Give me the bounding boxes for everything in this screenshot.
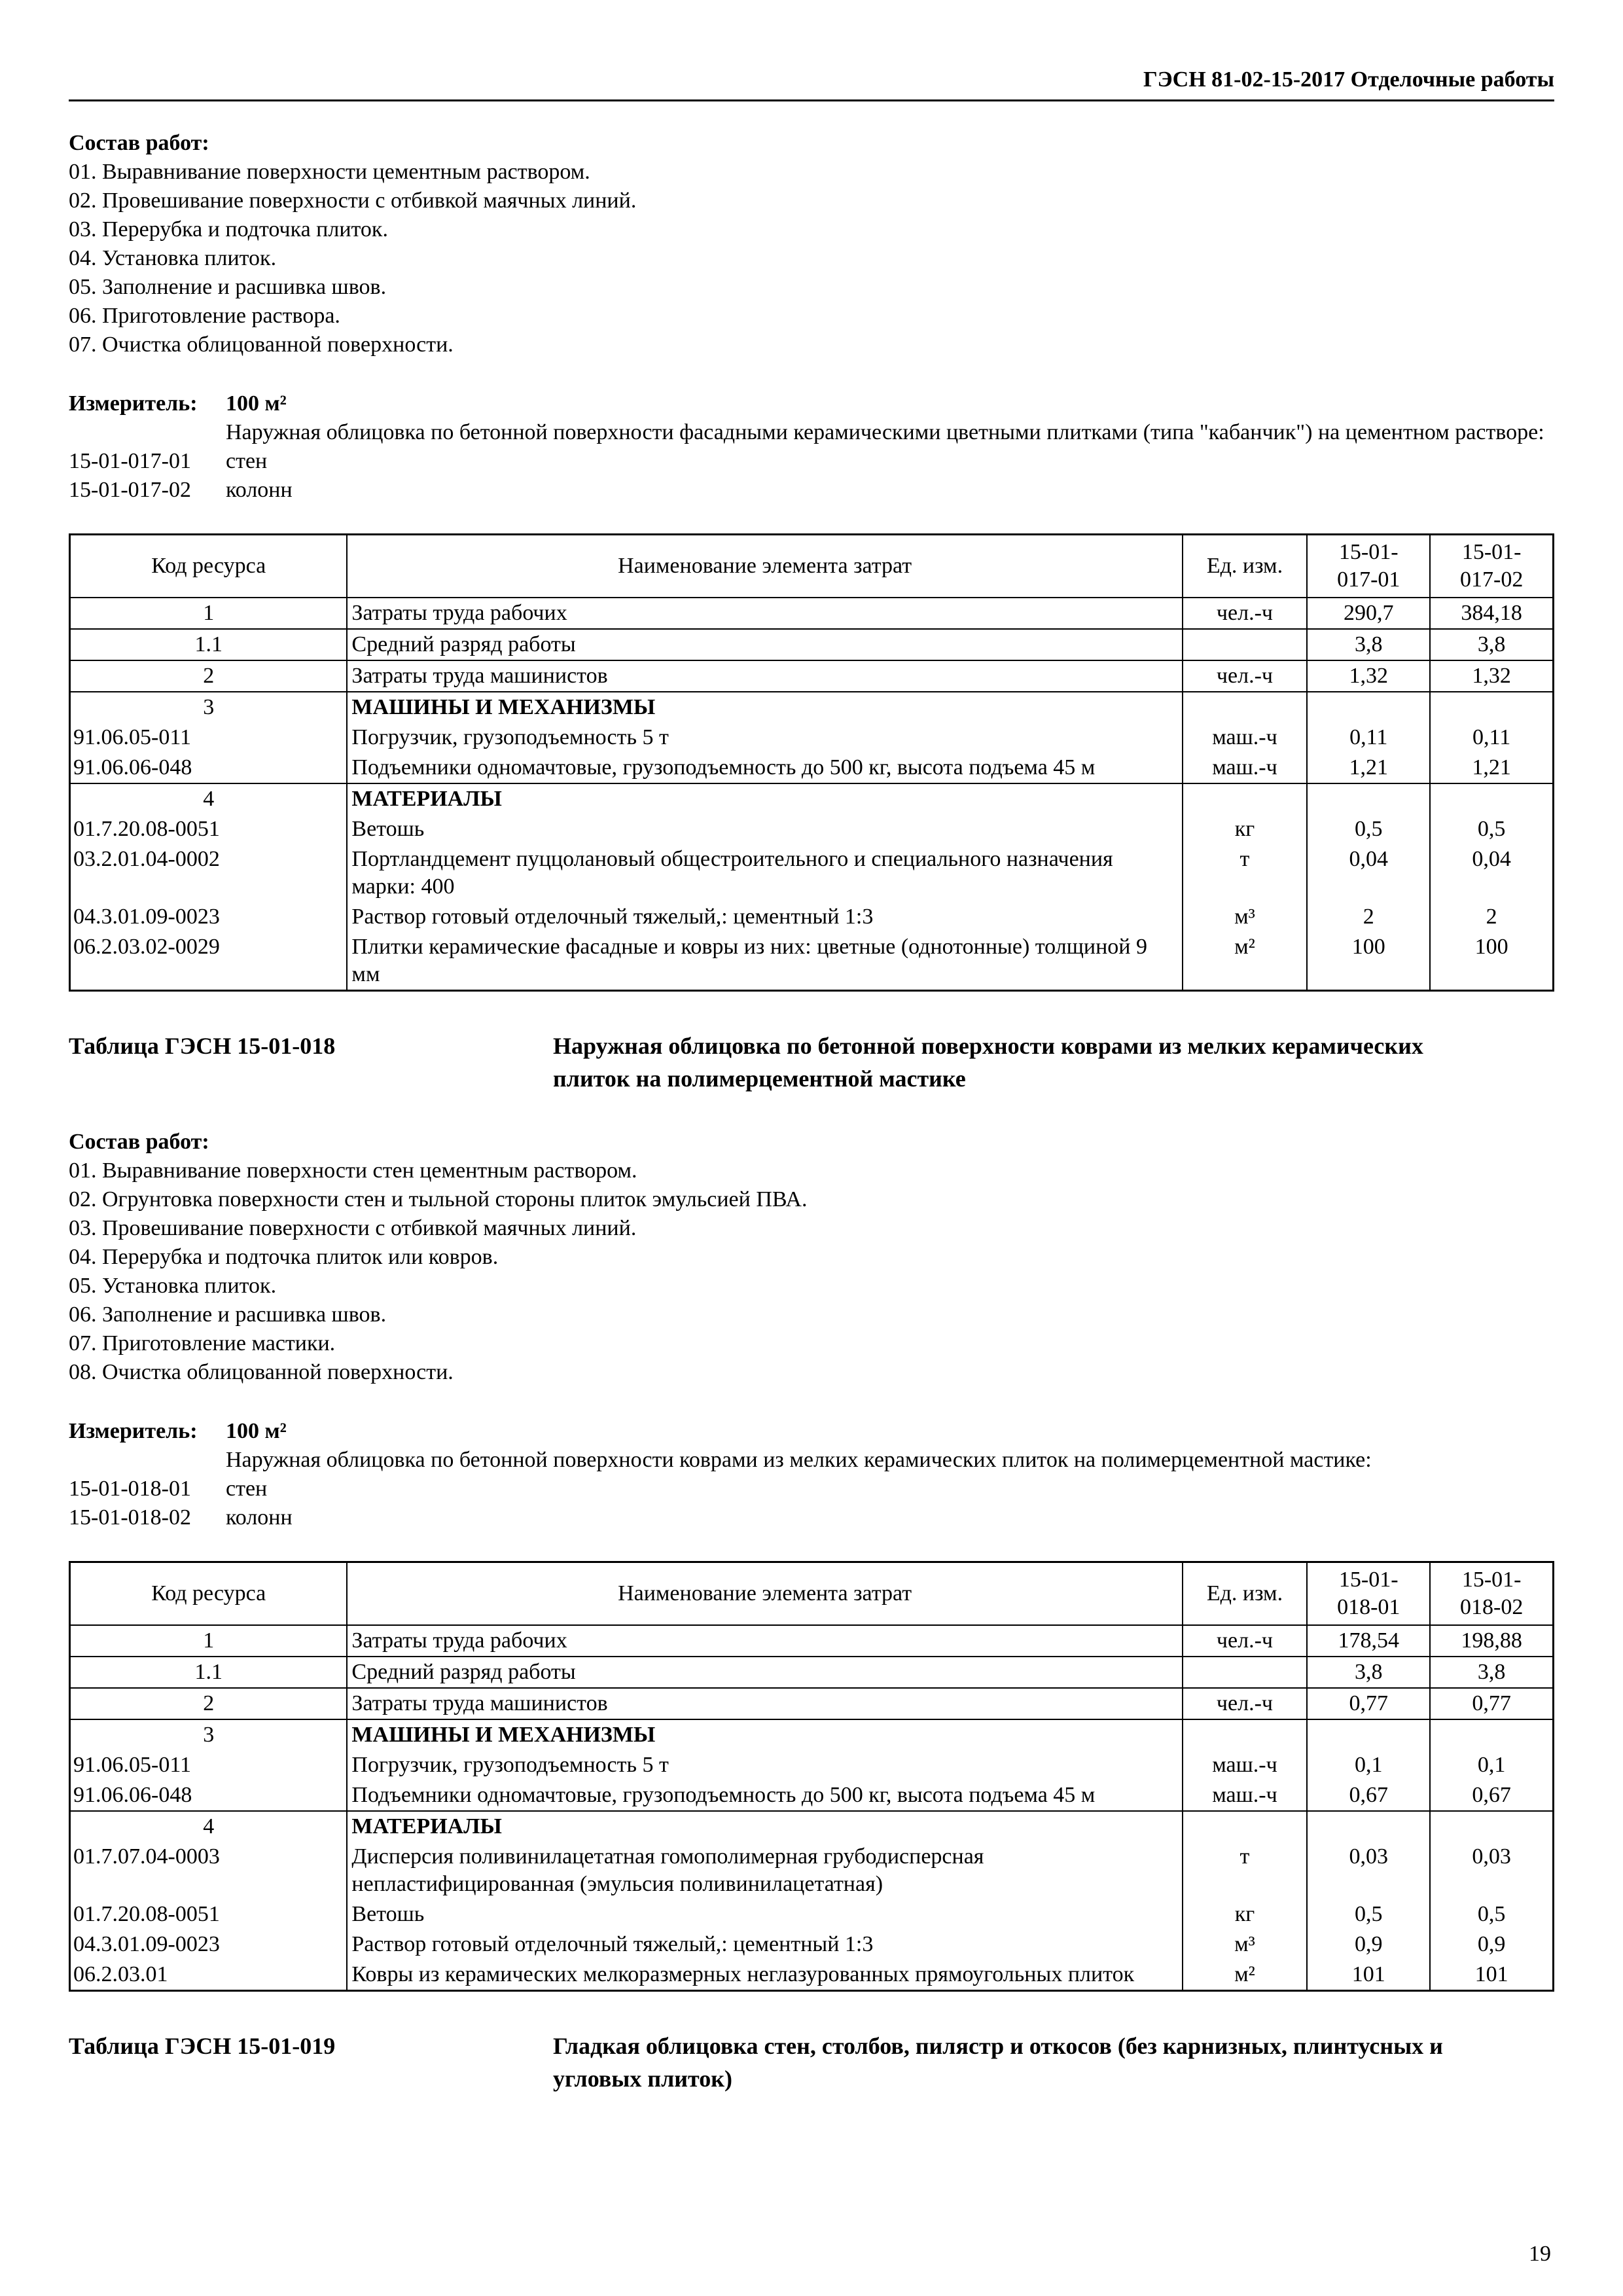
cell-unit: [1183, 1719, 1307, 1750]
work-composition-label: Состав работ:: [69, 1130, 209, 1154]
cell-code: 3: [70, 692, 348, 723]
work-item: 01. Выравнивание поверхности цементным раствором.: [69, 160, 590, 184]
cell-unit: м²: [1183, 1960, 1307, 1991]
norm-code: 15-01-018-02: [69, 1505, 191, 1530]
cell-value-1: 290,7: [1307, 598, 1430, 629]
column-header-017-02: 15-01- 017-02: [1430, 535, 1553, 598]
table-row: [70, 1842, 1554, 1899]
work-composition-list: [69, 158, 1554, 359]
cell-name: Затраты труда рабочих: [347, 598, 1182, 629]
norm-name: колонн: [226, 1505, 293, 1530]
cell-value-1: 1,32: [1307, 660, 1430, 692]
cell-value-2: 0,5: [1430, 1899, 1553, 1929]
cell-unit: чел.-ч: [1183, 660, 1307, 692]
cell-unit: [1183, 629, 1307, 660]
table-section-row: [70, 783, 1554, 814]
cell-value-1: 0,67: [1307, 1780, 1430, 1811]
cell-value-2: 1,32: [1430, 660, 1553, 692]
meter-block: [69, 389, 1554, 505]
cell-value-2: 0,1: [1430, 1750, 1553, 1780]
cell-value-2: 2: [1430, 902, 1553, 932]
cell-code: 4: [70, 783, 348, 814]
cell-name: Раствор готовый отделочный тяжелый,: цементный 1:3: [347, 1929, 1182, 1960]
table-row: [70, 932, 1554, 991]
cell-name: Погрузчик, грузоподъемность 5 т: [347, 1750, 1182, 1780]
cell-value-1: 178,54: [1307, 1625, 1430, 1657]
meter-label: Измеритель:: [69, 1419, 198, 1443]
table-row: [70, 1960, 1554, 1991]
cell-unit: кг: [1183, 814, 1307, 844]
cell-name: Ковры из керамических мелкоразмерных неглазурованных прямоугольных плиток: [347, 1960, 1182, 1991]
table-title-018: [69, 1030, 1554, 1095]
cell-value-1: 0,5: [1307, 1899, 1430, 1929]
cell-value-2: 0,77: [1430, 1688, 1553, 1719]
norm-code: 15-01-017-01: [69, 449, 191, 473]
cell-name: Затраты труда рабочих: [347, 1625, 1182, 1657]
table-row: [70, 902, 1554, 932]
cell-name: Плитки керамические фасадные и ковры из них: цветные (однотонные) толщиной 9 мм: [347, 932, 1182, 991]
cell-value-1: 0,1: [1307, 1750, 1430, 1780]
cell-name: МАТЕРИАЛЫ: [347, 783, 1182, 814]
table-row: [70, 844, 1554, 902]
column-header-018-01: 15-01- 018-01: [1307, 1562, 1430, 1626]
cell-code: 91.06.06-048: [70, 1780, 348, 1811]
table-row: [70, 598, 1554, 629]
cell-value-1: [1307, 692, 1430, 723]
work-item: 05. Заполнение и расшивка швов.: [69, 275, 387, 299]
cell-value-1: 101: [1307, 1960, 1430, 1991]
cell-value-2: 3,8: [1430, 1657, 1553, 1688]
cell-name: МАТЕРИАЛЫ: [347, 1811, 1182, 1842]
column-header-unit: Ед. изм.: [1183, 1562, 1307, 1626]
table-name: Наружная облицовка по бетонной поверхности коврами из мелких керамических плиток на полимерцементной мастике: [553, 1033, 1423, 1092]
table-head: [70, 535, 1554, 598]
work-item: 05. Установка плиток.: [69, 1274, 277, 1298]
table-name: Гладкая облицовка стен, столбов, пилястр и откосов (без карнизных, плинтусных и угловых плиток): [553, 2033, 1443, 2092]
table-row: [70, 1625, 1554, 1657]
cell-value-1: 3,8: [1307, 629, 1430, 660]
cell-name: Затраты труда машинистов: [347, 1688, 1182, 1719]
table-row: [70, 1929, 1554, 1960]
cell-value-1: 1,21: [1307, 753, 1430, 783]
column-header-unit: Ед. изм.: [1183, 535, 1307, 598]
norm-name: стен: [226, 1477, 268, 1501]
cell-unit: маш.-ч: [1183, 1780, 1307, 1811]
table-body: [70, 1625, 1554, 1991]
cell-value-1: 0,04: [1307, 844, 1430, 902]
cell-code: 04.3.01.09-0023: [70, 902, 348, 932]
cell-value-2: [1430, 783, 1553, 814]
cell-value-2: 100: [1430, 932, 1553, 991]
cell-value-2: [1430, 1811, 1553, 1842]
cell-name: Портландцемент пуццолановый общестроительного и специального назначения марки: 400: [347, 844, 1182, 902]
cell-value-2: 101: [1430, 1960, 1553, 1991]
work-item: 01. Выравнивание поверхности стен цементным раствором.: [69, 1158, 637, 1183]
cell-value-1: 100: [1307, 932, 1430, 991]
cell-unit: [1183, 783, 1307, 814]
column-header-name: Наименование элемента затрат: [347, 1562, 1182, 1626]
cell-name: МАШИНЫ И МЕХАНИЗМЫ: [347, 1719, 1182, 1750]
cell-code: 03.2.01.04-0002: [70, 844, 348, 902]
table-row: [70, 753, 1554, 783]
document-header: ГЭСН 81-02-15-2017 Отделочные работы: [69, 65, 1554, 101]
cell-value-1: [1307, 1811, 1430, 1842]
cell-code: 2: [70, 1688, 348, 1719]
table-row: [70, 1688, 1554, 1719]
table-body: [70, 598, 1554, 991]
cell-value-2: 198,88: [1430, 1625, 1553, 1657]
work-item: 03. Перерубка и подточка плиток.: [69, 217, 388, 242]
work-item: 04. Установка плиток.: [69, 246, 277, 270]
cell-value-2: 0,9: [1430, 1929, 1553, 1960]
table-section-row: [70, 692, 1554, 723]
cell-unit: т: [1183, 844, 1307, 902]
cell-value-2: 0,04: [1430, 844, 1553, 902]
table-row: [70, 1780, 1554, 1811]
cell-code: 91.06.05-011: [70, 1750, 348, 1780]
cell-unit: [1183, 1657, 1307, 1688]
norm-code: 15-01-017-02: [69, 478, 191, 502]
cell-code: 4: [70, 1811, 348, 1842]
table-row: [70, 1750, 1554, 1780]
cell-value-2: 0,11: [1430, 723, 1553, 753]
column-header-018-02: 15-01- 018-02: [1430, 1562, 1553, 1626]
table-section-row: [70, 1811, 1554, 1842]
cell-unit: м²: [1183, 932, 1307, 991]
table-number: Таблица ГЭСН 15-01-018: [69, 1033, 336, 1059]
column-header-017-01: 15-01- 017-01: [1307, 535, 1430, 598]
cell-value-1: 0,11: [1307, 723, 1430, 753]
meter-value: 100 м²: [226, 1419, 287, 1443]
work-item: 06. Приготовление раствора.: [69, 304, 340, 328]
cell-value-1: 2: [1307, 902, 1430, 932]
cell-name: Средний разряд работы: [347, 629, 1182, 660]
meter-description: Наружная облицовка по бетонной поверхности фасадными керамическими цветными плитками (типа "кабанчик") на цементном растворе:: [226, 420, 1544, 444]
work-item: 04. Перерубка и подточка плиток или ковров.: [69, 1245, 499, 1269]
cell-code: 01.7.20.08-0051: [70, 1899, 348, 1929]
cell-value-1: 3,8: [1307, 1657, 1430, 1688]
meter-value: 100 м²: [226, 391, 287, 416]
cell-unit: [1183, 692, 1307, 723]
cell-code: 06.2.03.02-0029: [70, 932, 348, 991]
cell-name: Погрузчик, грузоподъемность 5 т: [347, 723, 1182, 753]
cell-code: 1: [70, 598, 348, 629]
work-item: 03. Провешивание поверхности с отбивкой маячных линий.: [69, 1216, 637, 1240]
cell-value-2: 384,18: [1430, 598, 1553, 629]
work-item: 08. Очистка облицованной поверхности.: [69, 1360, 454, 1384]
cell-unit: чел.-ч: [1183, 1688, 1307, 1719]
cell-name: Раствор готовый отделочный тяжелый,: цементный 1:3: [347, 902, 1182, 932]
cell-value-1: 0,77: [1307, 1688, 1430, 1719]
cell-value-2: 0,03: [1430, 1842, 1553, 1899]
spacer: [69, 1446, 226, 1475]
column-header-code: Код ресурса: [70, 535, 348, 598]
norm-name: стен: [226, 449, 268, 473]
meter-block: [69, 1417, 1554, 1532]
meter-description: Наружная облицовка по бетонной поверхности коврами из мелких керамических плиток на полимерцементной мастике:: [226, 1448, 1372, 1472]
cell-name: Затраты труда машинистов: [347, 660, 1182, 692]
cell-value-1: 0,5: [1307, 814, 1430, 844]
cell-value-2: 3,8: [1430, 629, 1553, 660]
cell-code: 04.3.01.09-0023: [70, 1929, 348, 1960]
norm-code: 15-01-018-01: [69, 1477, 191, 1501]
resource-table-017: [69, 533, 1554, 992]
cell-code: 1.1: [70, 629, 348, 660]
cell-code: 1.1: [70, 1657, 348, 1688]
cell-value-2: 0,67: [1430, 1780, 1553, 1811]
cell-value-2: [1430, 1719, 1553, 1750]
table-title-019: [69, 2030, 1554, 2095]
cell-value-1: [1307, 1719, 1430, 1750]
work-composition-list: [69, 1157, 1554, 1387]
table-head: [70, 1562, 1554, 1626]
table-number: Таблица ГЭСН 15-01-019: [69, 2033, 336, 2059]
column-header-code: Код ресурса: [70, 1562, 348, 1626]
cell-value-2: [1430, 692, 1553, 723]
cell-code: 1: [70, 1625, 348, 1657]
column-header-name: Наименование элемента затрат: [347, 535, 1182, 598]
table-section-row: [70, 1719, 1554, 1750]
norm-name: колонн: [226, 478, 293, 502]
cell-unit: маш.-ч: [1183, 753, 1307, 783]
resource-table-018: [69, 1561, 1554, 1992]
cell-name: Средний разряд работы: [347, 1657, 1182, 1688]
spacer: [69, 418, 226, 447]
table-header-row: [70, 1562, 1554, 1626]
work-item: 02. Огрунтовка поверхности стен и тыльной стороны плиток эмульсией ПВА.: [69, 1187, 808, 1211]
cell-name: Подъемники одномачтовые, грузоподъемность до 500 кг, высота подъема 45 м: [347, 753, 1182, 783]
cell-name: МАШИНЫ И МЕХАНИЗМЫ: [347, 692, 1182, 723]
cell-unit: [1183, 1811, 1307, 1842]
work-item: 07. Приготовление мастики.: [69, 1331, 336, 1355]
cell-code: 91.06.05-011: [70, 723, 348, 753]
cell-name: Подъемники одномачтовые, грузоподъемность до 500 кг, высота подъема 45 м: [347, 1780, 1182, 1811]
cell-value-2: 1,21: [1430, 753, 1553, 783]
cell-code: 3: [70, 1719, 348, 1750]
page-number: 19: [1529, 2242, 1551, 2266]
table-row: [70, 1899, 1554, 1929]
table-row: [70, 814, 1554, 844]
cell-code: 06.2.03.01: [70, 1960, 348, 1991]
cell-unit: кг: [1183, 1899, 1307, 1929]
cell-name: Ветошь: [347, 814, 1182, 844]
cell-code: 91.06.06-048: [70, 753, 348, 783]
work-item: 07. Очистка облицованной поверхности.: [69, 332, 454, 357]
table-row: [70, 723, 1554, 753]
cell-unit: м³: [1183, 1929, 1307, 1960]
cell-value-1: 0,03: [1307, 1842, 1430, 1899]
cell-unit: маш.-ч: [1183, 723, 1307, 753]
table-row: [70, 629, 1554, 660]
cell-code: 01.7.20.08-0051: [70, 814, 348, 844]
work-item: 02. Провешивание поверхности с отбивкой маячных линий.: [69, 188, 637, 213]
cell-unit: чел.-ч: [1183, 598, 1307, 629]
cell-code: 01.7.07.04-0003: [70, 1842, 348, 1899]
cell-code: 2: [70, 660, 348, 692]
meter-label: Измеритель:: [69, 391, 198, 416]
cell-unit: т: [1183, 1842, 1307, 1899]
cell-unit: чел.-ч: [1183, 1625, 1307, 1657]
cell-unit: м³: [1183, 902, 1307, 932]
cell-name: Дисперсия поливинилацетатная гомополимерная грубодисперсная непластифицированная (эмульсия поливинилацетатная): [347, 1842, 1182, 1899]
cell-name: Ветошь: [347, 1899, 1182, 1929]
table-row: [70, 660, 1554, 692]
cell-value-1: 0,9: [1307, 1929, 1430, 1960]
work-item: 06. Заполнение и расшивка швов.: [69, 1302, 387, 1327]
cell-value-1: [1307, 783, 1430, 814]
table-header-row: [70, 535, 1554, 598]
cell-value-2: 0,5: [1430, 814, 1553, 844]
cell-unit: маш.-ч: [1183, 1750, 1307, 1780]
table-row: [70, 1657, 1554, 1688]
work-composition-label: Состав работ:: [69, 131, 209, 155]
